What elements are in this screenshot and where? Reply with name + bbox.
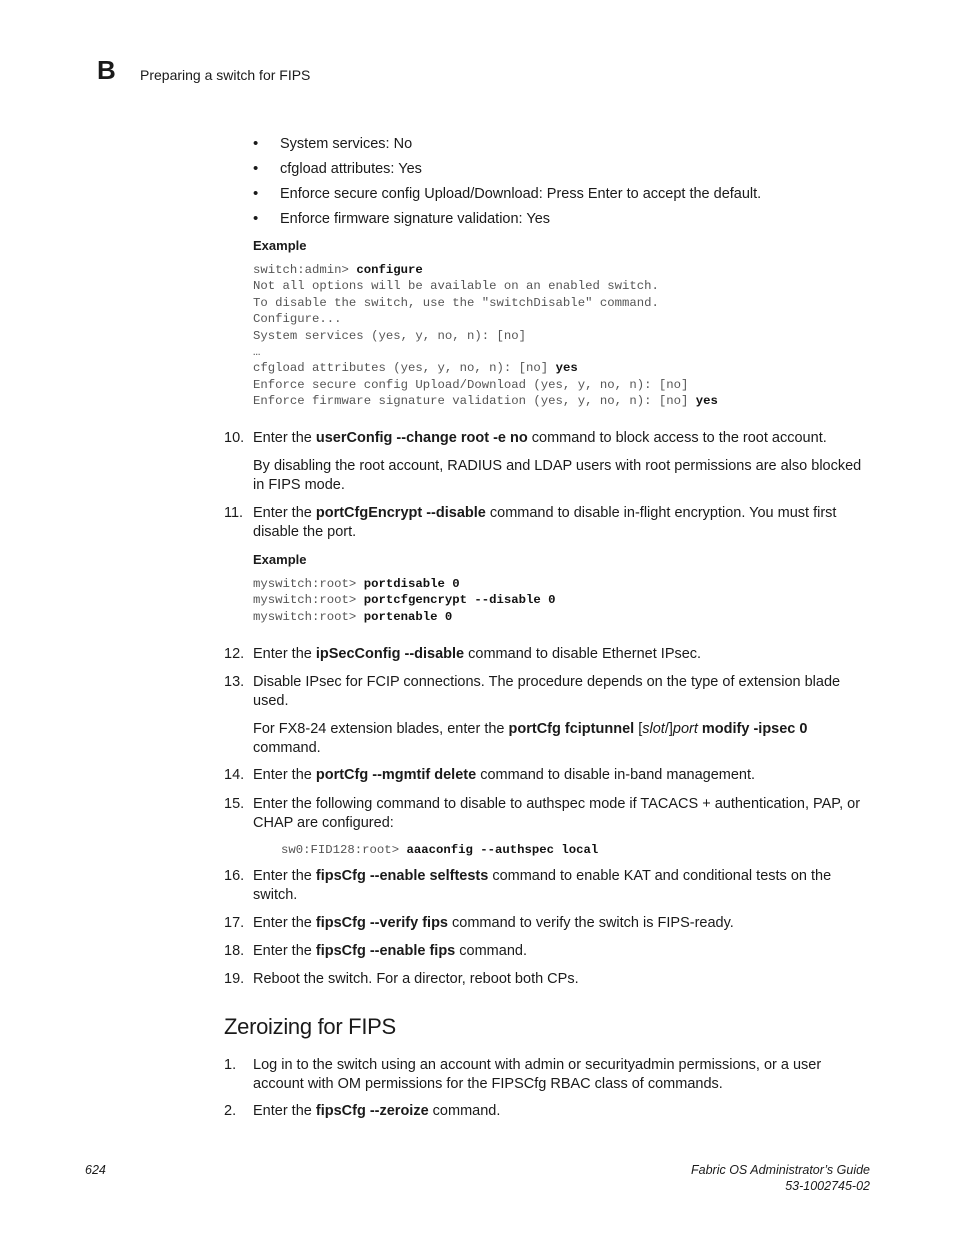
zeroize-step-2: 2. Enter the fipsCfg --zeroize command.: [224, 1103, 501, 1119]
zeroize-step-1: 1. Log in to the switch using an account with admin or securityadmin permissions, or a user account with OM permissions for the FIPSCfg RBAC class of commands.: [224, 1057, 822, 1092]
command-text: fipsCfg --zeroize: [315, 1103, 429, 1119]
command-text: userConfig --change root -e no: [315, 430, 528, 446]
page-number: 624: [85, 1163, 106, 1177]
example-label: Example: [253, 552, 307, 567]
step-14: 14. Enter the portCfg --mgmtif delete command to disable in-band management.: [224, 767, 756, 783]
command-text: fipsCfg --enable fips: [315, 943, 456, 959]
enter-key-label: Enter: [587, 186, 623, 202]
command-text: fipsCfg --verify fips: [315, 915, 448, 931]
step-11: 11. Enter the portCfgEncrypt --disable command to disable in-flight encryption. You must first disable the port.: [224, 505, 837, 540]
bullet-item: • Enforce firmware signature validation: Yes: [253, 210, 873, 228]
step-10: 10. Enter the userConfig --change root -e no command to block access to the root account.: [224, 430, 827, 446]
step-13-note: For FX8-24 extension blades, enter the portCfg fciptunnel [slot/]port modify -ipsec 0 command.: [253, 721, 808, 756]
step-12: 12. Enter the ipSecConfig --disable command to disable Ethernet IPsec.: [224, 646, 702, 662]
section-heading-zeroizing: Zeroizing for FIPS: [224, 1014, 396, 1039]
command-text: ipSecConfig --disable: [315, 646, 465, 662]
code-block-portcfgencrypt: myswitch:root> portdisable 0 myswitch:root> portcfgencrypt --disable 0 myswitch:root> portenable 0: [253, 577, 556, 624]
step-10-note: By disabling the root account, RADIUS and LDAP users with root permissions are also blocked in FIPS mode.: [253, 458, 862, 493]
example-label: Example: [253, 238, 307, 253]
bullet-item-enforce-secure-config: • Enforce secure config Upload/Download: Press Enter to accept the default.: [253, 185, 873, 203]
guide-title: Fabric OS Administrator’s Guide: [691, 1163, 870, 1177]
running-header-title: Preparing a switch for FIPS: [140, 67, 311, 83]
step-13: 13. Disable IPsec for FCIP connections. The procedure depends on the type of extension blade used.: [224, 674, 841, 709]
step-15: 15. Enter the following command to disable to authspec mode if TACACS + authentication, PAP, or CHAP are configured:: [224, 796, 861, 831]
bullet-item: • System services: No: [253, 135, 873, 153]
command-text: portCfgEncrypt --disable: [315, 505, 486, 521]
command-text: fipsCfg --enable selftests: [315, 868, 489, 884]
chapter-letter: B: [97, 55, 116, 85]
doc-number: 53-1002745-02: [785, 1179, 870, 1193]
step-17: 17. Enter the fipsCfg --verify fips command to verify the switch is FIPS-ready.: [224, 915, 734, 931]
bullet-item: • cfgload attributes: Yes: [253, 160, 873, 178]
command-text: portCfg --mgmtif delete: [315, 767, 477, 783]
step-16: 16. Enter the fipsCfg --enable selftests command to enable KAT and conditional tests on the switch.: [224, 868, 832, 903]
code-block-aaaconfig: sw0:FID128:root> aaaconfig --authspec local: [281, 843, 599, 857]
step-18: 18. Enter the fipsCfg --enable fips command.: [224, 943, 527, 959]
code-block-configure: switch:admin> configure Not all options will be available on an enabled switch. To disable the switch, use the "switchDisable" command. Configure... System services (yes, y, no, n): [no] … cfgload attributes (yes, y, no, n): [no] yes Enforce secure config Upload/Download (yes, y, no, n): [no] Enforce firmware signature validation (yes, y, no, n): [no] yes: [253, 263, 718, 409]
step-19: 19. Reboot the switch. For a director, reboot both CPs.: [224, 971, 579, 987]
settings-bullet-list: [253, 135, 873, 235]
footer-guide-info: [691, 1162, 870, 1194]
